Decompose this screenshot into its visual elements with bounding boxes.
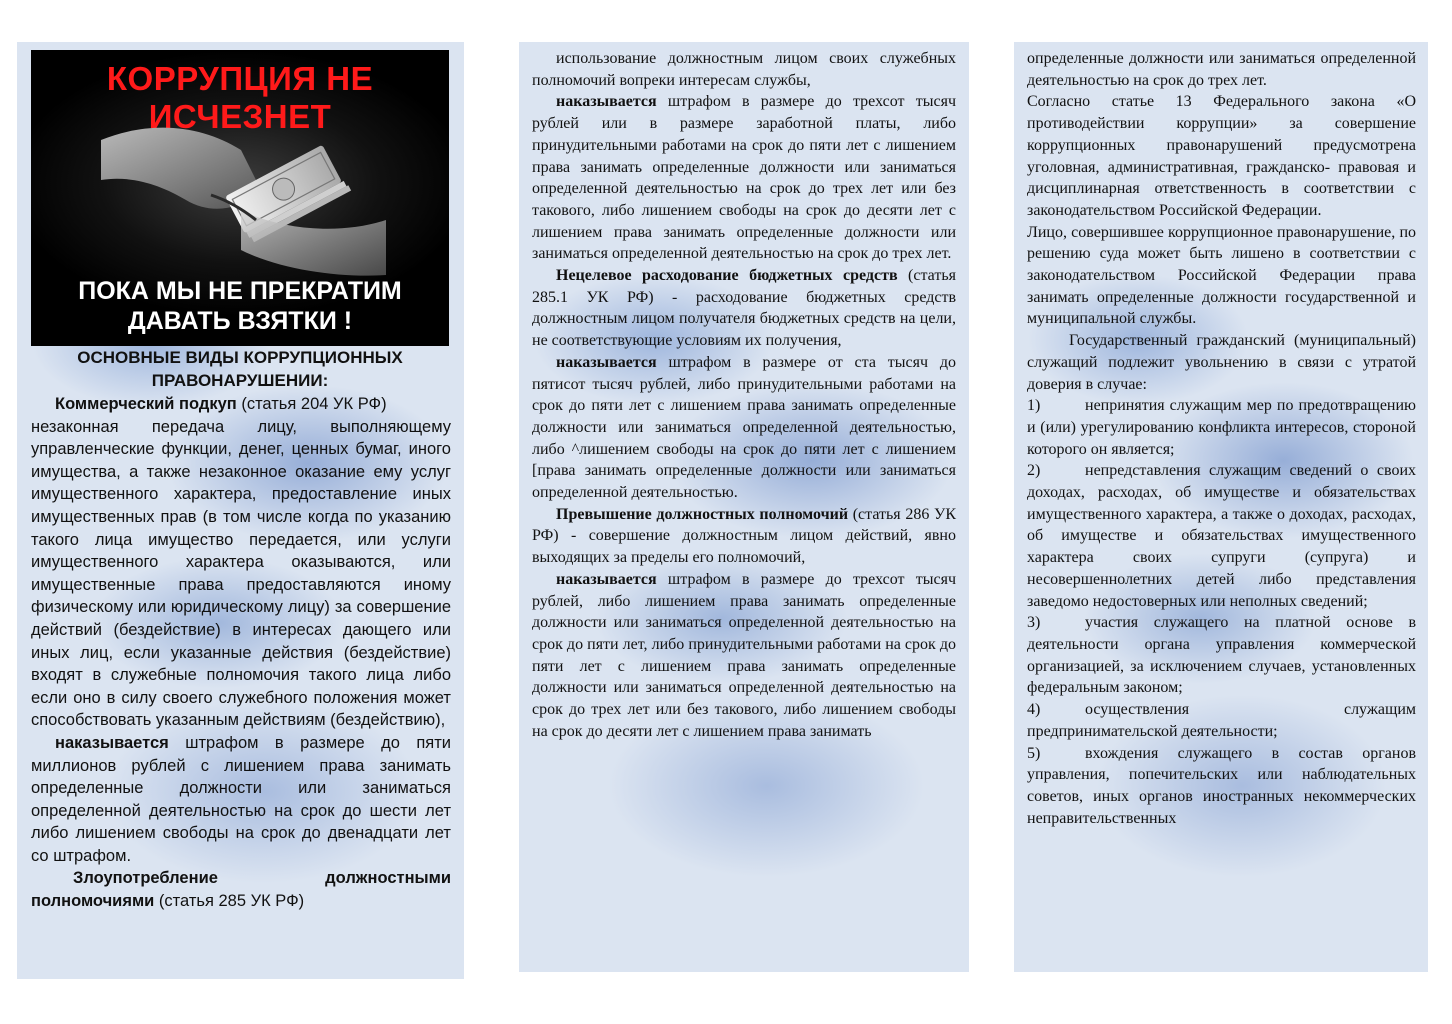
misuse-budget-title: Нецелевое расходование бюджетных средств <box>556 267 898 285</box>
list-item-number: 1) <box>1027 397 1041 415</box>
list-item-number: 5) <box>1027 744 1041 762</box>
col2-paragraph-4 <box>532 352 956 504</box>
list-item-text: осуществления служащим предпринимательской деятельности; <box>1027 701 1416 740</box>
col2-paragraph-2 <box>532 91 956 265</box>
col3-paragraph-2: Согласно статье 13 Федерального закона «О противодействии коррупции» за совершение коррупционных правонарушений предусмотрена уголовная, административная, гражданско- правовая и дисциплинарная ответственность в соответствии с законодательством Российской Федерации. <box>1027 93 1416 219</box>
punish-word: наказывается <box>556 93 657 111</box>
list-item-number: 2) <box>1027 462 1041 480</box>
anti-corruption-poster <box>31 50 449 346</box>
punish-text: штрафом в размере от ста тысяч до пятисот тысяч рублей, либо принудительными работами на срок до пяти лет с лишением права занимать определенные должности или заниматься определенной деятельностью, либо ^лишением свободы на срок до пяти лет с лишением [права занимать определенные должности или заниматься определенной деятельностью. <box>532 353 956 502</box>
commercial-bribery-ref: (статья 204 УК РФ) <box>236 395 387 413</box>
list-item <box>1027 699 1416 742</box>
column-2 <box>519 42 969 972</box>
excess-powers-title: Превышение должностных полномочий <box>556 505 849 523</box>
column-2-body <box>532 48 956 743</box>
list-item <box>1027 612 1416 699</box>
commercial-bribery-punishment <box>31 732 451 868</box>
punish-text: штрафом в размере до трехсот тысяч рублей или в размере заработной платы, либо принудительными работами на срок до пяти лет с лишением права занимать определенные должности или заниматься определенной деятельностью на срок до трех лет или без такового, либо лишением свободы на срок до десяти лет с лишением права занимать определенные должности или заниматься определенной деятельностью на срок до трех лет. <box>532 93 956 263</box>
list-item-number: 4) <box>1027 701 1041 719</box>
punish-text: штрафом в размере до пяти миллионов рублей с лишением права занимать определенные должности или заниматься определенной деятельностью на срок до шести лет либо лишением свободы на срок до двенадцати лет со штрафом. <box>31 733 451 865</box>
list-item-text: участия служащего на платной основе в деятельности органа управления коммерческой организацией, за исключением случаев, установленных федеральным законом; <box>1027 614 1416 697</box>
column-3-body <box>1027 48 1416 829</box>
column-1-body <box>31 393 451 913</box>
col2-paragraph-3 <box>532 265 956 352</box>
list-item-text: непредставления служащим сведений о своих доходах, расходах, об имуществе и обязательствах имущественного характера, а также о доходах, расходах, об имуществе и обязательствах имущественного характера своих супруги (супруга) и несовершеннолетних детей либо представления заведомо недостоверных или неполных сведений; <box>1027 462 1416 610</box>
poster-bottom-text <box>31 276 449 336</box>
col3-paragraph-1: определенные должности или заниматься определенной деятельностью на срок до трех лет. <box>1027 50 1416 89</box>
list-item-text: непринятия служащим мер по предотвращению и (или) урегулированию конфликта интересов, стороной которого он является; <box>1027 397 1416 458</box>
poster-bottom-line-2: ДАВАТЬ ВЗЯТКИ ! <box>127 307 353 335</box>
commercial-bribery-paragraph <box>31 393 451 416</box>
col2-paragraph-6 <box>532 569 956 743</box>
abuse-title: Злоупотребление должностными полномочиями <box>31 869 451 911</box>
abuse-of-power-paragraph <box>31 867 451 912</box>
punish-word: наказывается <box>556 353 657 371</box>
col3-paragraph-3: Лицо, совершившее коррупционное правонарушение, по решению суда может быть лишено в соответствии с законодательством Российской Федерации права занимать определенные должности государственной и муниципальной службы. <box>1027 223 1416 328</box>
column-3 <box>1014 42 1428 972</box>
list-item <box>1027 460 1416 612</box>
list-item-text: вхождения служащего в состав органов управления, попечительских или наблюдательных советов, иных органов иностранных некоммерческих неправительственных <box>1027 744 1416 827</box>
punish-word: наказывается <box>556 570 657 588</box>
punish-text: штрафом в размере до трехсот тысяч рублей, либо лишением права занимать определенные должности или заниматься определенной деятельностью на срок до пяти лет, либо принудительными работами на срок до пяти лет с лишением права занимать определенные должности или заниматься определенной деятельностью на срок до трех лет или без такового, либо лишением свободы на срок до десяти лет с лишением права занимать <box>532 570 956 740</box>
punish-word: наказывается <box>55 733 169 752</box>
commercial-bribery-body: незаконная передача лицу, выполняющему управленческие функции, денег, ценных бумаг, иного имущества, а также незаконное оказание ему услуг имущественного характера, предоставление иных имущественных прав (в том числе когда по указанию такого лица имущество передается, или услуги имущественного характера оказываются, или имущественные права предоставляются иному физическому или юридическому лицу) за совершение действий (бездействие) в интересах дающего или иных лиц, если указанные действия (бездействие) входят в служебные полномочия такого лица либо если оно в силу своего служебного положения может способствовать указанным действиям (бездействию), <box>31 417 451 730</box>
commercial-bribery-title: Коммерческий подкуп <box>55 395 237 413</box>
column-1 <box>17 42 464 979</box>
poster-top-text: КОРРУПЦИЯ НЕ ИСЧЕЗНЕТ <box>106 60 374 135</box>
col2-paragraph-1: использование должностным лицом своих служебных полномочий вопреки интересам службы, <box>532 50 956 89</box>
list-item <box>1027 743 1416 830</box>
col2-paragraph-5 <box>532 504 956 569</box>
section-heading: ОСНОВНЫЕ ВИДЫ КОРРУПЦИОННЫХ ПРАВОНАРУШЕНИИ: <box>77 348 403 390</box>
money-hands-image <box>91 100 391 280</box>
misuse-budget-text: (статья 285.1 УК РФ) - расходование бюджетных средств должностным лицом получателя бюджетных средств на цели, не соответствующие условиям их получения, <box>532 267 956 350</box>
list-item-number: 3) <box>1027 614 1041 632</box>
poster-bottom-line-1: ПОКА МЫ НЕ ПРЕКРАТИМ <box>78 277 402 305</box>
list-item <box>1027 395 1416 460</box>
abuse-ref: (статья 285 УК РФ) <box>154 892 305 911</box>
excess-powers-text: (статья 286 УК РФ) - совершение должностным лицом действий, явно выходящих за пределы его полномочий, <box>532 505 956 567</box>
col3-paragraph-4: Государственный гражданский (муниципальный) служащий подлежит увольнению в связи с утратой доверия в случае: <box>1027 332 1416 393</box>
